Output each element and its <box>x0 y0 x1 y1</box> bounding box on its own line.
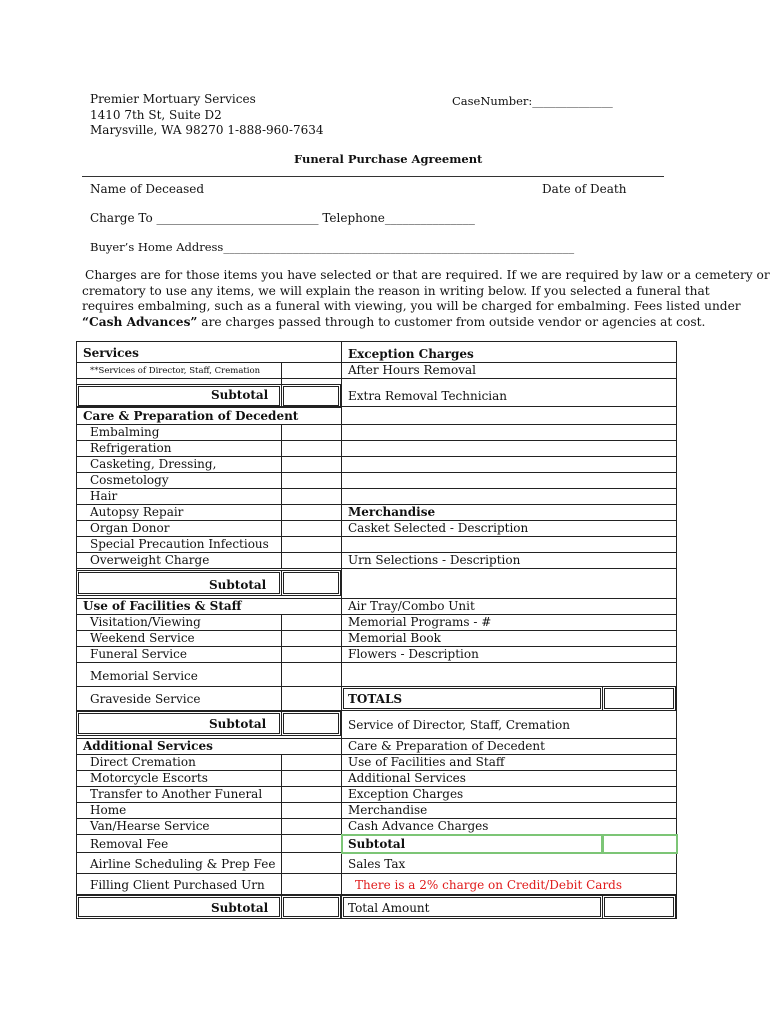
totals-item: Care & Preparation of Decedent <box>348 739 545 753</box>
additional-item: Filling Client Purchased Urn <box>90 878 265 892</box>
row-line <box>341 406 676 407</box>
total-amount-label: Total Amount <box>348 901 430 915</box>
facilities-item: Funeral Service <box>90 647 187 661</box>
totals-item: Additional Services <box>348 771 466 785</box>
row-line <box>76 686 341 687</box>
facilities-item: Visitation/Viewing <box>90 615 201 629</box>
paragraph-line: requires embalming, such as a funeral with viewing, you will be charged for embalming. Fees listed under <box>82 299 741 314</box>
merchandise-heading: Merchandise <box>348 505 436 519</box>
charges-paragraph <box>82 268 770 330</box>
care-item: Casketing, Dressing, <box>90 457 217 471</box>
totals-item: Cash Advance Charges <box>348 819 489 833</box>
row-line <box>341 662 676 663</box>
case-number-field[interactable]: CaseNumber:______________ <box>452 94 613 108</box>
facilities-item: Weekend Service <box>90 631 195 645</box>
sales-tax-label: Sales Tax <box>348 857 406 871</box>
total-amount-value-box[interactable] <box>602 895 676 919</box>
subtotal-amount-box[interactable] <box>281 895 341 919</box>
additional-item: Van/Hearse Service <box>90 819 210 833</box>
subtotal-amount-box[interactable] <box>281 711 341 736</box>
care-item: Cosmetology <box>90 473 169 487</box>
exception-item: Extra Removal Technician <box>348 389 508 403</box>
credit-card-note: There is a 2% charge on Credit/Debit Cards <box>355 878 623 892</box>
row-line <box>76 834 341 835</box>
subtotal-label: Subtotal <box>211 388 269 402</box>
merchandise-item: Memorial Book <box>348 631 441 645</box>
additional-item: Airline Scheduling & Prep Fee <box>90 857 276 871</box>
table-border <box>676 341 677 919</box>
charge-to-telephone-field[interactable]: Charge To ___________________________ Telephone_______________ <box>90 211 475 225</box>
subtotal-label: Subtotal <box>211 901 269 915</box>
facilities-heading: Use of Facilities & Staff <box>83 599 242 613</box>
totals-item: Merchandise <box>348 803 428 817</box>
services-note: **Services of Director, Staff, Cremation <box>90 366 261 376</box>
row-line <box>76 362 341 363</box>
totals-item: Service of Director, Staff, Cremation <box>348 718 570 732</box>
row-line <box>76 852 341 853</box>
row-line <box>76 662 341 663</box>
row-line <box>341 873 676 874</box>
exception-heading: Exception Charges <box>348 347 474 361</box>
merchandise-item: Flowers - Description <box>348 647 479 661</box>
row-line <box>76 873 341 874</box>
paragraph-line-rest: are charges passed through to customer from outside vendor or agencies at cost. <box>197 314 706 329</box>
care-item: Organ Donor <box>90 521 170 535</box>
date-of-death-field[interactable]: Date of Death <box>542 182 627 196</box>
row-line <box>341 568 676 569</box>
row-line <box>341 488 676 489</box>
totals-amount-box[interactable] <box>602 686 676 711</box>
additional-item: Home <box>90 803 127 817</box>
row-line <box>341 472 676 473</box>
subtotal-label: Subtotal <box>209 578 267 592</box>
row-line <box>341 424 676 425</box>
totals-item: Exception Charges <box>348 787 464 801</box>
care-item: Refrigeration <box>90 441 172 455</box>
page-title: Funeral Purchase Agreement <box>294 152 483 166</box>
merchandise-item: Casket Selected - Description <box>348 521 529 535</box>
care-item: Embalming <box>90 425 160 439</box>
row-line <box>341 440 676 441</box>
additional-item: Removal Fee <box>90 837 169 851</box>
services-heading: Services <box>83 346 139 360</box>
paragraph-line <box>82 314 706 331</box>
amount-column-line <box>281 424 282 568</box>
merchandise-item: Air Tray/Combo Unit <box>348 599 475 613</box>
title-rule <box>82 176 664 177</box>
care-item: Hair <box>90 489 118 503</box>
additional-item: Transfer to Another Funeral <box>90 787 263 801</box>
table-border <box>76 341 676 342</box>
buyer-address-field[interactable]: Buyer’s Home Address_____________________________________________________________ <box>90 240 575 254</box>
amount-column-line <box>281 362 282 384</box>
row-line <box>341 378 676 379</box>
row-line <box>76 568 341 569</box>
subtotal-amount-box[interactable] <box>281 570 341 596</box>
care-item: Special Precaution Infectious <box>90 537 269 551</box>
paragraph-line: Charges are for those items you have selected or that are required. If we are required by law or a cemetery or <box>85 268 770 282</box>
additional-item: Direct Cremation <box>90 755 196 769</box>
cash-advances-label: “Cash Advances” <box>82 314 198 329</box>
company-address-line1: 1410 7th St, Suite D2 <box>90 108 222 122</box>
care-item: Autopsy Repair <box>90 505 184 519</box>
right-subtotal-label: Subtotal <box>348 837 406 851</box>
row-line <box>341 456 676 457</box>
subtotal-amount-box[interactable] <box>281 384 341 408</box>
company-name: Premier Mortuary Services <box>90 92 256 106</box>
merchandise-item: Urn Selections - Description <box>348 553 521 567</box>
facilities-item: Memorial Service <box>90 669 198 683</box>
facilities-item: Graveside Service <box>90 692 201 706</box>
exception-item: After Hours Removal <box>348 363 477 377</box>
totals-item: Use of Facilities and Staff <box>348 755 505 769</box>
paragraph-line: crematory to use any items, we will explain the reason in writing below. If you selected a funeral that <box>82 283 710 298</box>
additional-item: Motorcycle Escorts <box>90 771 208 785</box>
row-line <box>341 536 676 537</box>
care-heading: Care & Preparation of Decedent <box>83 409 299 423</box>
subtotal-label: Subtotal <box>209 717 267 731</box>
additional-heading: Additional Services <box>83 739 213 753</box>
totals-heading: TOTALS <box>348 692 403 706</box>
care-item: Overweight Charge <box>90 553 210 567</box>
right-subtotal-amount-box[interactable] <box>602 834 678 854</box>
merchandise-item: Memorial Programs - # <box>348 615 492 629</box>
deceased-name-field[interactable]: Name of Deceased <box>90 182 205 196</box>
company-address-line2: Marysville, WA 98270 1-888-960-7634 <box>90 123 324 137</box>
